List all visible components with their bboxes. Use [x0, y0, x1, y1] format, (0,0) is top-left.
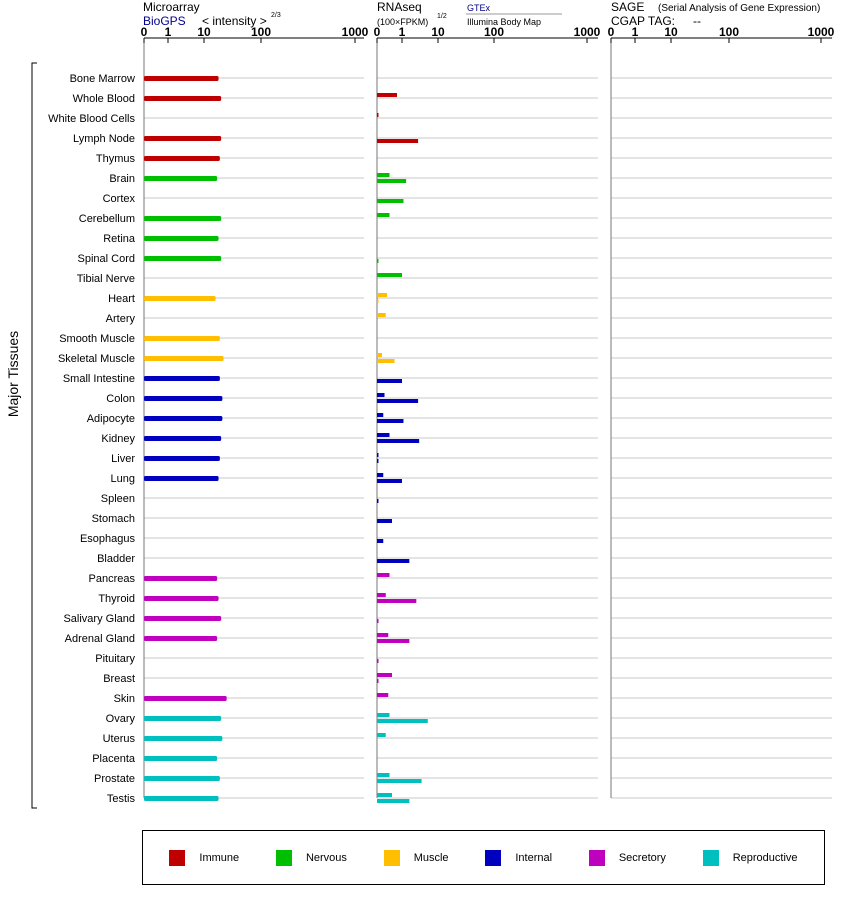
microarray-tick-label: 0 [140, 25, 148, 39]
gtex-bar [377, 793, 392, 797]
legend-label: Secretory [618, 851, 666, 864]
tissue-label: Placenta [92, 753, 135, 765]
tissue-label: White Blood Cells [48, 113, 135, 125]
gtex-bar [377, 593, 386, 597]
legend-swatch [384, 850, 400, 866]
axis-layer [141, 25, 835, 798]
illumina-bar [377, 619, 379, 623]
illumina-bar [377, 459, 379, 463]
gtex-bar [377, 113, 379, 117]
illumina-bar [377, 179, 406, 183]
legend-item [485, 850, 552, 866]
gtex-bar [377, 273, 402, 277]
tissue-label: Skeletal Muscle [57, 353, 135, 365]
microarray-bar [144, 216, 221, 221]
microarray-bar [144, 296, 216, 301]
microarray-bar [144, 616, 221, 621]
system-legend [142, 830, 825, 885]
illumina-bar [377, 519, 392, 523]
tissue-label: Cerebellum [78, 213, 135, 225]
rnaseq-unit: (100×FPKM) [377, 17, 429, 27]
tissue-label: Bone Marrow [69, 73, 135, 85]
tissue-label: Stomach [91, 513, 135, 525]
tissue-label: Salivary Gland [63, 613, 135, 625]
gtex-bar [377, 353, 382, 357]
microarray-bar [144, 76, 219, 81]
microarray-bar [144, 396, 222, 401]
microarray-unit-exponent: 2/3 [271, 12, 281, 19]
microarray-tick-label: 1 [164, 25, 172, 39]
illumina-bar [377, 599, 416, 603]
tissue-label: Brain [109, 173, 135, 185]
gtex-bar [377, 453, 379, 457]
tissue-label: Liver [111, 453, 135, 465]
sage-title: SAGE [611, 0, 645, 14]
gtex-bar [377, 393, 385, 397]
illumina-bar [377, 679, 379, 683]
tissue-label: Spinal Cord [77, 253, 135, 265]
illumina-bar [377, 499, 379, 503]
rnaseq-title: RNAseq [377, 0, 422, 14]
legend-label: Internal [515, 851, 553, 864]
gtex-bar [377, 673, 392, 677]
illumina-bar [377, 379, 402, 383]
microarray-bar [144, 436, 221, 441]
microarray-bar [144, 456, 220, 461]
illumina-bar [377, 259, 379, 263]
microarray-bar [144, 636, 217, 641]
illumina-bar [377, 399, 418, 403]
illumina-bar [377, 659, 379, 663]
tissue-label: Kidney [101, 433, 135, 445]
microarray-title: Microarray [143, 0, 200, 14]
microarray-bar [144, 776, 220, 781]
tissue-label: Lymph Node [73, 133, 135, 145]
gtex-bar [377, 733, 386, 737]
legend-item [276, 850, 347, 866]
legend-swatch [589, 850, 605, 866]
illumina-bar [377, 639, 409, 643]
sage-tick-label: 1000 [807, 25, 835, 39]
tissue-label: Whole Blood [72, 93, 135, 105]
illumina-bar [377, 419, 403, 423]
microarray-bar [144, 796, 219, 801]
y-group-label: Major Tissues [5, 330, 21, 418]
microarray-bar [144, 236, 219, 241]
cgap-tag-label: CGAP TAG: [611, 14, 676, 28]
illumina-bar [377, 719, 428, 723]
illumina-bar [377, 779, 422, 783]
tissue-label: Retina [103, 233, 135, 245]
legend-swatch [703, 850, 719, 866]
tissue-label: Heart [108, 293, 135, 305]
sage-tick-label: 100 [718, 25, 740, 39]
microarray-tick-label: 100 [250, 25, 272, 39]
tissue-label: Artery [105, 313, 135, 325]
tissue-label: Breast [103, 673, 135, 685]
gtex-bar [377, 313, 386, 317]
tissue-label: Testis [106, 793, 135, 805]
microarray-bar [144, 416, 222, 421]
tissue-label: Colon [106, 393, 135, 405]
tissue-label: Cortex [102, 193, 135, 205]
legend-label: Muscle [413, 851, 449, 864]
grid-layer [144, 78, 832, 798]
sage-tick-label: 10 [664, 25, 678, 39]
microarray-bar [144, 596, 219, 601]
illumina-bar [377, 799, 409, 803]
microarray-unit: < intensity > [202, 14, 267, 28]
legend-item [384, 850, 449, 866]
microarray-bar [144, 176, 217, 181]
legend-item [589, 850, 666, 866]
gtex-bar [377, 93, 397, 97]
gtex-bar [377, 573, 390, 577]
tissue-group-bracket [32, 63, 37, 808]
tissue-label: Spleen [100, 493, 135, 505]
illumina-legend-label: Illumina Body Map [467, 17, 542, 27]
rnaseq-tick-label: 100 [483, 25, 505, 39]
illumina-bar [377, 439, 419, 443]
gtex-bar [377, 713, 390, 717]
sage-tick-label: 1 [631, 25, 639, 39]
tissue-label: Prostate [94, 773, 135, 785]
tissue-label: Smooth Muscle [59, 333, 135, 345]
microarray-bar [144, 356, 224, 361]
rnaseq-tick-label: 1000 [573, 25, 601, 39]
illumina-bar [377, 139, 418, 143]
tissue-label: Ovary [105, 713, 135, 725]
tissue-label: Uterus [102, 733, 135, 745]
gtex-bar [377, 173, 390, 177]
bar-layer [144, 76, 428, 803]
gtex-bar [377, 693, 388, 697]
legend-item [703, 850, 798, 866]
legend-item [169, 850, 239, 866]
sage-tick-label: 0 [607, 25, 615, 39]
legend-swatch [485, 850, 501, 866]
tissue-label: Thymus [95, 153, 135, 165]
illumina-bar [377, 559, 409, 563]
illumina-bar [377, 479, 402, 483]
gtex-bar [377, 473, 383, 477]
rnaseq-tick-label: 0 [373, 25, 381, 39]
legend-label: Nervous [305, 851, 347, 864]
legend-label: Reproductive [732, 851, 798, 864]
microarray-bar [144, 756, 217, 761]
microarray-bar [144, 376, 220, 381]
gtex-bar [377, 413, 383, 417]
legend-swatch [276, 850, 292, 866]
microarray-bar [144, 716, 221, 721]
tissue-label: Bladder [97, 553, 135, 565]
legend-swatch [169, 850, 185, 866]
gtex-bar [377, 633, 388, 637]
microarray-bar [144, 256, 221, 261]
microarray-bar [144, 736, 222, 741]
illumina-bar [377, 539, 383, 543]
illumina-bar [377, 199, 403, 203]
illumina-bar [377, 359, 395, 363]
gtex-bar [377, 433, 390, 437]
tissue-label: Thyroid [98, 593, 135, 605]
gtex-legend-label: GTEx [467, 3, 491, 13]
gtex-bar [377, 213, 390, 217]
sage-subtitle: (Serial Analysis of Gene Expression) [658, 3, 821, 14]
rnaseq-tick-label: 1 [398, 25, 406, 39]
tissue-label: Adipocyte [86, 413, 135, 425]
legend-label: Immune [199, 851, 240, 864]
tissue-label: Adrenal Gland [64, 633, 135, 645]
tissue-label: Esophagus [79, 533, 135, 545]
cgap-tag-value: -- [693, 14, 701, 28]
microarray-bar [144, 156, 220, 161]
gtex-bar [377, 773, 390, 777]
tissue-labels [48, 73, 136, 805]
tissue-label: Pituitary [95, 653, 135, 665]
biogps-link[interactable]: BioGPS [143, 14, 186, 28]
rnaseq-tick-label: 10 [431, 25, 445, 39]
microarray-bar [144, 136, 221, 141]
tissue-label: Lung [110, 473, 135, 485]
rnaseq-unit-exponent: 1/2 [437, 13, 447, 20]
microarray-bar [144, 96, 221, 101]
microarray-bar [144, 576, 217, 581]
microarray-bar [144, 476, 219, 481]
microarray-bar [144, 336, 220, 341]
microarray-tick-label: 1000 [341, 25, 369, 39]
microarray-tick-label: 10 [197, 25, 211, 39]
gtex-bar [377, 293, 387, 297]
tissue-label: Tibial Nerve [76, 273, 135, 285]
microarray-bar [144, 696, 227, 701]
illumina-bar [377, 299, 379, 303]
tissue-label: Skin [113, 693, 135, 705]
tissue-label: Pancreas [88, 573, 135, 585]
tissue-label: Small Intestine [62, 373, 135, 385]
